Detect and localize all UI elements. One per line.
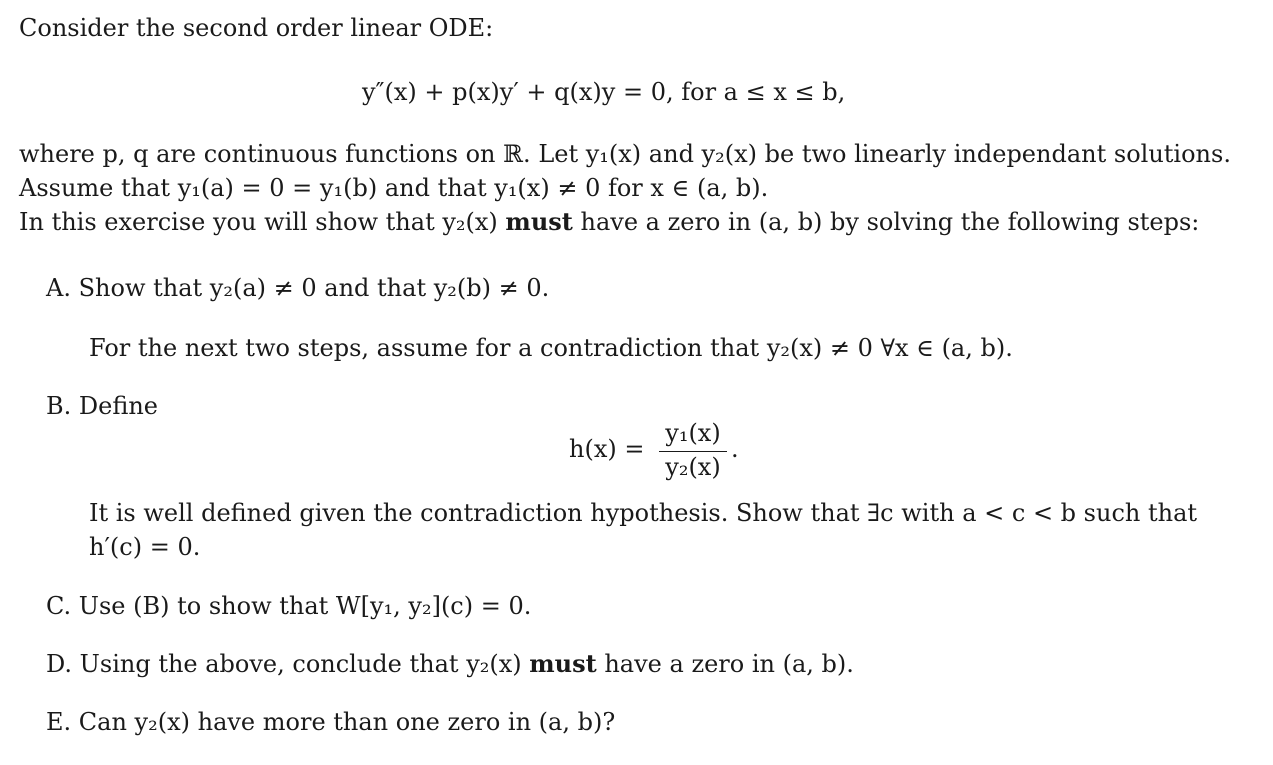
step-a: A. Show that y₂(a) ≠ 0 and that y₂(b) ≠ 0. xyxy=(46,274,550,302)
h-denominator: y₂(x) xyxy=(665,453,721,481)
where-line-3 xyxy=(19,205,1199,239)
h-period: . xyxy=(731,435,739,463)
step-d-emphasis-must: must xyxy=(529,649,597,678)
step-d xyxy=(46,647,854,681)
step-d-post: have a zero in (a, b). xyxy=(596,650,854,678)
h-definition xyxy=(569,420,749,484)
step-b-label: B. Define xyxy=(46,392,159,420)
where-line-3-post: have a zero in (a, b) by solving the following steps: xyxy=(572,208,1200,236)
step-e: E. Can y₂(x) have more than one zero in (a, b)? xyxy=(46,708,616,736)
where-line-3-pre: In this exercise you will show that y₂(x) xyxy=(19,208,506,236)
step-b-text-line-2: h′(c) = 0. xyxy=(89,533,201,561)
where-line-2: Assume that y₁(a) = 0 = y₁(b) and that y₁(x) ≠ 0 for x ∈ (a, b). xyxy=(19,174,769,202)
step-d-pre: D. Using the above, conclude that y₂(x) xyxy=(46,650,530,678)
emphasis-must: must xyxy=(505,207,573,236)
intro-text: Consider the second order linear ODE: xyxy=(19,14,494,42)
contradiction-assumption: For the next two steps, assume for a contradiction that y₂(x) ≠ 0 ∀x ∈ (a, b). xyxy=(89,334,1013,362)
step-b-text-line-1: It is well defined given the contradiction hypothesis. Show that ∃c with a < c < b such that xyxy=(89,499,1198,527)
step-c: C. Use (B) to show that W[y₁, y₂](c) = 0. xyxy=(46,592,532,620)
h-lhs: h(x) = xyxy=(569,435,645,463)
h-numerator: y₁(x) xyxy=(665,419,721,447)
where-line-1: where p, q are continuous functions on ℝ. Let y₁(x) and y₂(x) be two linearly independant solutions. xyxy=(19,140,1231,168)
ode-equation: y″(x) + p(x)y′ + q(x)y = 0, for a ≤ x ≤ b, xyxy=(362,78,846,106)
